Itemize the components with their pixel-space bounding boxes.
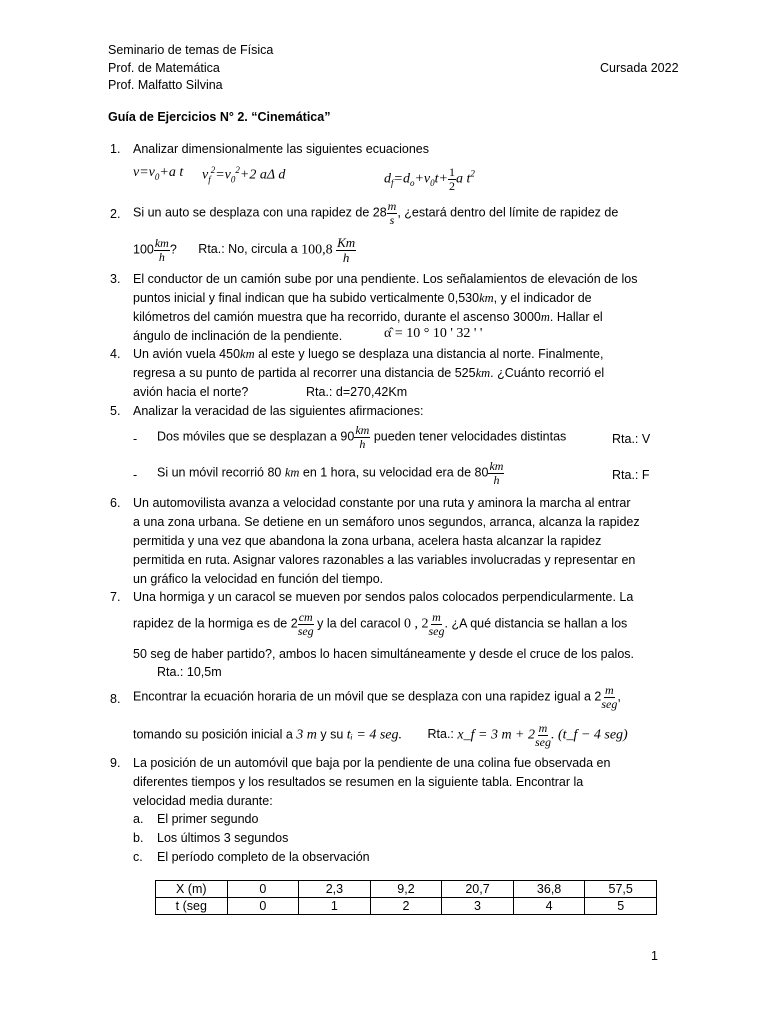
ex5-number: 5. [110,404,121,418]
ex8-line2 [133,722,628,748]
initial-position: 3 m [296,727,317,743]
unit-den: seg [535,734,551,749]
unit-num: cm [298,610,313,624]
ex5-item-2 [157,460,504,486]
header-line-2: Prof. de Matemática [108,61,220,75]
unit-num: m [432,610,441,624]
t: . ¿A qué distancia se hallan a los [444,616,628,631]
header-year: Cursada 2022 [600,61,679,75]
ex9-line2: diferentes tiempos y los resultados se resumen en la siguiente tabla. Encontrar la [133,775,584,789]
ex3-line2 [133,292,592,305]
t: kilómetros del camión muestra que ha recorrido, durante el ascenso 3000 [133,310,541,324]
t: tomando su posición inicial a [133,727,297,742]
ex1-text: Analizar dimensionalmente las siguientes ecuaciones [133,142,430,156]
t: en 1 hora, su velocidad era de 80 [299,465,489,480]
ex2-text-d: ? [169,242,177,257]
unit-den: h [158,249,165,264]
ex7-line2 [133,611,627,637]
unit-km: km [479,291,494,305]
t: , [617,689,621,704]
ex6-number: 6. [110,496,121,510]
unit-km: km [475,366,491,380]
ex3-line4: ángulo de inclinación de la pendiente. [133,329,343,343]
table-cell: 0 [227,881,299,898]
table-cell: 20,7 [442,881,514,898]
ex2-line2 [133,236,356,264]
unit-km: km [240,347,255,361]
ex5-answer-2: Rta.: F [612,468,650,482]
unit-den: h [342,249,350,265]
table-cell: 36,8 [513,881,585,898]
table-cell: 2,3 [299,881,371,898]
ex3-line1: El conductor de un camión sube por una pendiente. Los señalamientos de elevación de los [133,272,638,286]
speed-value: 0 , 2 [404,616,429,632]
ex7-line3: 50 seg de haber partido?, ambos lo hacen simultáneamente y desde el cruce de los palos. [133,647,635,661]
ex8-line1 [133,684,621,710]
unit-den: seg [297,623,314,638]
ex4-line1 [133,348,603,361]
ex9-line3: velocidad media durante: [133,794,273,808]
ex1-eq2: $v_f^2=v_0^2+2$ aΔ d [202,165,286,185]
unit-km: km [284,465,300,480]
table-row [156,881,657,898]
unit-num: Km [337,235,356,250]
table-cell: 57,5 [585,881,657,898]
ex8-eq-b: . (t_f − 4 seg) [551,727,628,743]
ex5-dash-2: - [133,468,138,482]
ex9-b-text: Los últimos 3 segundos [157,831,289,845]
table-row [156,898,657,915]
unit-num: km [154,236,169,251]
table-cell: 9,2 [370,881,442,898]
ex2-number: 2. [110,207,121,221]
t: Un avión vuela 450 [133,347,241,361]
ex9-a-label: a. [133,812,144,826]
ex2-line1 [133,200,618,226]
table-cell: 3 [442,898,514,915]
ex2-text-c: 100 [133,242,154,257]
ex2-answer-value: 100,8 [301,242,333,258]
t: Encontrar la ecuación horaria de un móvil que se desplaza con una rapidez igual a 2 [133,689,602,704]
page-number: 1 [651,949,658,963]
t: y la del caracol [313,616,405,631]
ex2-text-a: Si un auto se desplaza con una rapidez de 28 [133,205,387,220]
ex6-line5: un gráfico la velocidad en función del tiempo. [133,572,384,586]
t: al este y luego se desplaza una distancia al norte. Finalmente, [254,347,604,361]
ex6-line3: permitida y una vez que abandona la zona urbana, acelera hasta alcanzar la rapidez [133,534,602,548]
table-cell: 0 [227,898,299,915]
ex3-line3 [133,311,603,324]
ex3-answer: α̂ = 10 ° 10 ' 32 ' ' [384,326,483,341]
t: . Hallar el [549,310,603,324]
ex7-number: 7. [110,590,121,604]
ex3-number: 3. [110,272,121,286]
t: . ¿Cuánto recorrió el [490,366,605,380]
data-table [155,880,657,915]
ex9-b-label: b. [133,831,144,845]
t: rapidez de la hormiga es de 2 [133,616,298,631]
unit-den: h [493,472,500,487]
table-cell: t (seg [156,898,228,915]
table-cell: 5 [585,898,657,915]
ex7-line1: Una hormiga y un caracol se mueven por sendos palos colocados perpendicularmente. La [133,590,634,604]
t: regresa a su punto de partida al recorrer una distancia de 525 [133,366,476,380]
t: puntos inicial y final indican que ha subido verticalmente 0,530 [133,291,480,305]
ex9-c-label: c. [133,850,143,864]
header-line-3: Prof. Malfatto Silvina [108,78,223,92]
ex5-text: Analizar la veracidad de las siguientes afirmaciones: [133,404,424,418]
page-title: Guía de Ejercicios N° 2. “Cinemática” [108,110,331,124]
ex9-c-text: El período completo de la observación [157,850,370,864]
ex2-answer-label: Rta.: No, circula a [198,242,298,257]
ex8-number: 8. [110,692,121,706]
t: y su [316,727,347,742]
ex8-eq-a: x_f = 3 m + 2 [457,727,535,743]
ex4-answer: Rta.: d=270,42Km [306,385,408,399]
ex9-a-text: El primer segundo [157,812,259,826]
unit-den: seg [428,623,445,638]
ex1-eq3: $d_f=d_o+v_0t+$ $\frac{1}{2}$ a $t^2$ [384,165,475,193]
ex5-item-1 [157,424,566,450]
ex7-answer: Rta.: 10,5m [157,665,222,679]
ex8-answer-label: Rta.: [427,727,454,742]
unit-den: s [389,212,395,227]
ex6-line1: Un automovilista avanza a velocidad constante por una ruta y aminora la marcha al entrar [133,496,631,510]
unit-den: h [359,436,366,451]
t: , y el indicador de [493,291,592,305]
table-cell: 2 [370,898,442,915]
t: Si un móvil recorrió 80 [157,465,285,480]
ex4-number: 4. [110,347,121,361]
ex9-number: 9. [110,756,121,770]
ex9-line1: La posición de un automóvil que baja por la pendiente de una colina fue observada en [133,756,611,770]
unit-num: m [605,683,614,697]
unit-num: km [355,423,370,437]
table-cell: X (m) [156,881,228,898]
unit-num: m [387,199,397,213]
ex2-text-b: , ¿estará dentro del límite de rapidez de [397,205,619,220]
header-line-1: Seminario de temas de Física [108,43,274,57]
unit-m: m [540,310,550,324]
table-cell: 4 [513,898,585,915]
ex1-eq1: $v=v_0+a$ t [133,165,184,182]
ex4-line2 [133,367,604,380]
t: Dos móviles que se desplazan a 90 [157,429,355,444]
ex4-line3: avión hacia el norte? [133,385,249,399]
ex5-dash-1: - [133,432,138,446]
table-cell: 1 [299,898,371,915]
unit-num: m [538,721,548,735]
unit-den: seg [601,696,618,711]
unit-num: km [489,459,504,473]
ex6-line4: permitida en ruta. Asignar valores razonables a las variables involucradas y representar en [133,553,636,567]
ex5-answer-1: Rta.: V [612,432,651,446]
ex1-number: 1. [110,142,121,156]
t: pueden tener velocidades distintas [370,429,567,444]
initial-time: tᵢ = 4 seg. [346,727,403,743]
ex6-line2: a una zona urbana. Se detiene en un semáforo unos segundos, arranca, alcanza la rapidez [133,515,640,529]
